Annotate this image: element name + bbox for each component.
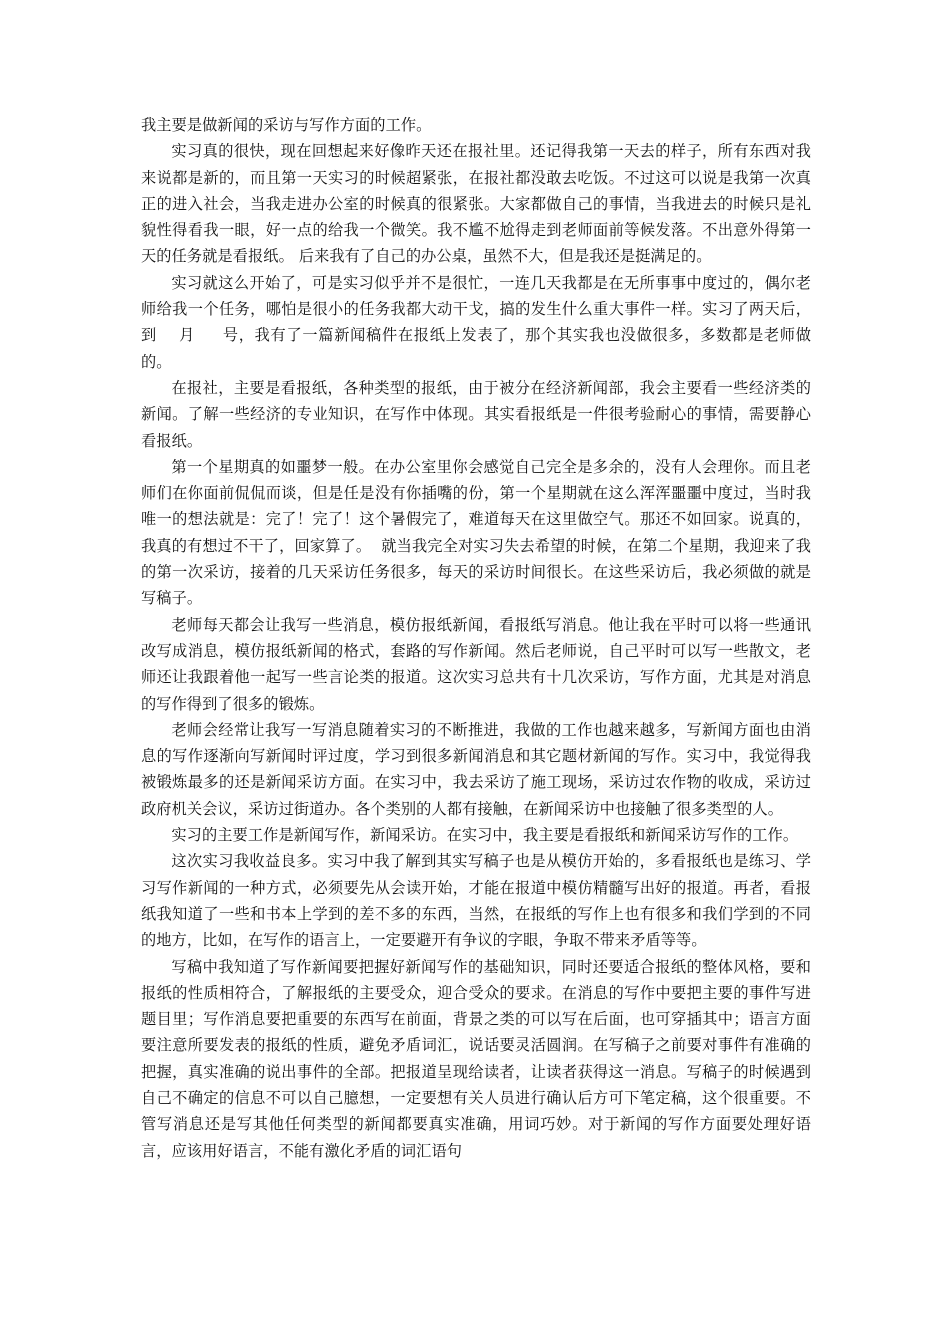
paragraph-5: 第一个星期真的如噩梦一般。在办公室里你会感觉自己完全是多余的，没有人会理你。而且老师们在你面前侃侃而谈，但是任是没有你插嘴的份，第一个星期就在这么浑浑噩噩中度过，当时我唯一的想法就是：完了！完了！这个暑假完了，难道每天在这里做空气。那还不如回家。说真的，我真的有想过不干了，回家算了。 就当我完全对实习失去希望的时候，在第二个星期，我迎来了我的第一次采访，接着的几天采访任务很多，每天的采访时间很长。在这些采访后，我必须做的就是写稿子。 [141, 457, 811, 608]
paragraph-1: 我主要是做新闻的采访与写作方面的工作。 [141, 116, 432, 134]
paragraph-10: 写稿中我知道了写作新闻要把握好新闻写作的基础知识，同时还要适合报纸的整体风格，要和报纸的性质相符合，了解报纸的主要受众，迎合受众的要求。在消息的写作中要把主要的事件写进题目里；写作消息要把重要的东西写在前面，背景之类的可以写在后面，也可穿插其中；语言方面要注意所要发表的报纸的性质，避免矛盾词汇，说话要灵活圆润。在写稿子之前要对事件有准确的把握，真实准确的说出事件的全部。把报道呈现给读者，让读者获得这一消息。写稿子的时候遇到自己不确定的信息不可以自己臆想，一定要想有关人员进行确认后方可下笔定稿，这个很重要。不管写消息还是写其他任何类型的新闻都要真实准确，用词巧妙。对于新闻的写作方面要处理好语言，应该用好语言，不能有激化矛盾的词汇语句 [141, 957, 811, 1160]
document-body [141, 112, 811, 1164]
paragraph-7: 老师会经常让我写一写消息随着实习的不断推进，我做的工作也越来越多，写新闻方面也由消息的写作逐渐向写新闻时评过度，学习到很多新闻消息和其它题材新闻的写作。实习中，我觉得我被锻炼最多的还是新闻采访方面。在实习中，我去采访了施工现场，采访过农作物的收成，采访过政府机关会议，采访过街道办。各个类别的人都有接触，在新闻采访中也接触了很多类型的人。 [141, 720, 811, 818]
paragraph-2: 实习真的很快，现在回想起来好像昨天还在报社里。还记得我第一天去的样子，所有东西对我来说都是新的，而且第一天实习的时候超紧张，在报社都没敢去吃饭。不过这可以说是我第一次真正的进入社会，当我走进办公室的时候真的很紧张。大家都做自己的事情，当我进去的时候只是礼貌性得看我一眼，好一点的给我一个微笑。我不尴不尬得走到老师面前等候发落。不出意外得第一天的任务就是看报纸。 后来我有了自己的办公桌，虽然不大，但是我还是挺满足的。 [141, 142, 811, 266]
paragraph-8: 实习的主要工作是新闻写作，新闻采访。在实习中，我主要是看报纸和新闻采访写作的工作。 [171, 826, 799, 845]
paragraph-6: 老师每天都会让我写一些消息，模仿报纸新闻，看报纸写消息。他让我在平时可以将一些通讯改写成消息，模仿报纸新闻的格式，套路的写作新闻。然后老师说，自己平时可以写一些散文，老师还让我跟着他一起写一些言论类的报道。这次实习总共有十几次采访，写作方面，尤其是对消息的写作得到了很多的锻炼。 [141, 615, 811, 713]
paragraph-9: 这次实习我收益良多。实习中我了解到其实写稿子也是从模仿开始的，多看报纸也是练习、学习写作新闻的一种方式，必须要先从会读开始，才能在报道中模仿精髓写出好的报道。再者，看报纸我知道了一些和书本上学到的差不多的东西，当然，在报纸的写作上也有很多和我们学到的不同的地方，比如，在写作的语言上，一定要避开有争议的字眼，争取不带来矛盾等等。 [141, 852, 811, 950]
paragraph-4: 在报社，主要是看报纸，各种类型的报纸，由于被分在经济新闻部，我会主要看一些经济类的新闻。了解一些经济的专业知识，在写作中体现。其实看报纸是一件很考验耐心的事情，需要静心看报纸。 [141, 378, 811, 450]
paragraph-3: 实习就这么开始了，可是实习似乎并不是很忙，一连几天我都是在无所事事中度过的，偶尔老师给我一个任务，哪怕是很小的任务我都大动干戈，搞的发生什么重大事件一样。实习了两天后，到 月 号，我有了一篇新闻稿件在报纸上发表了，那个其实我也没做很多，多数都是老师做的。 [141, 273, 811, 371]
